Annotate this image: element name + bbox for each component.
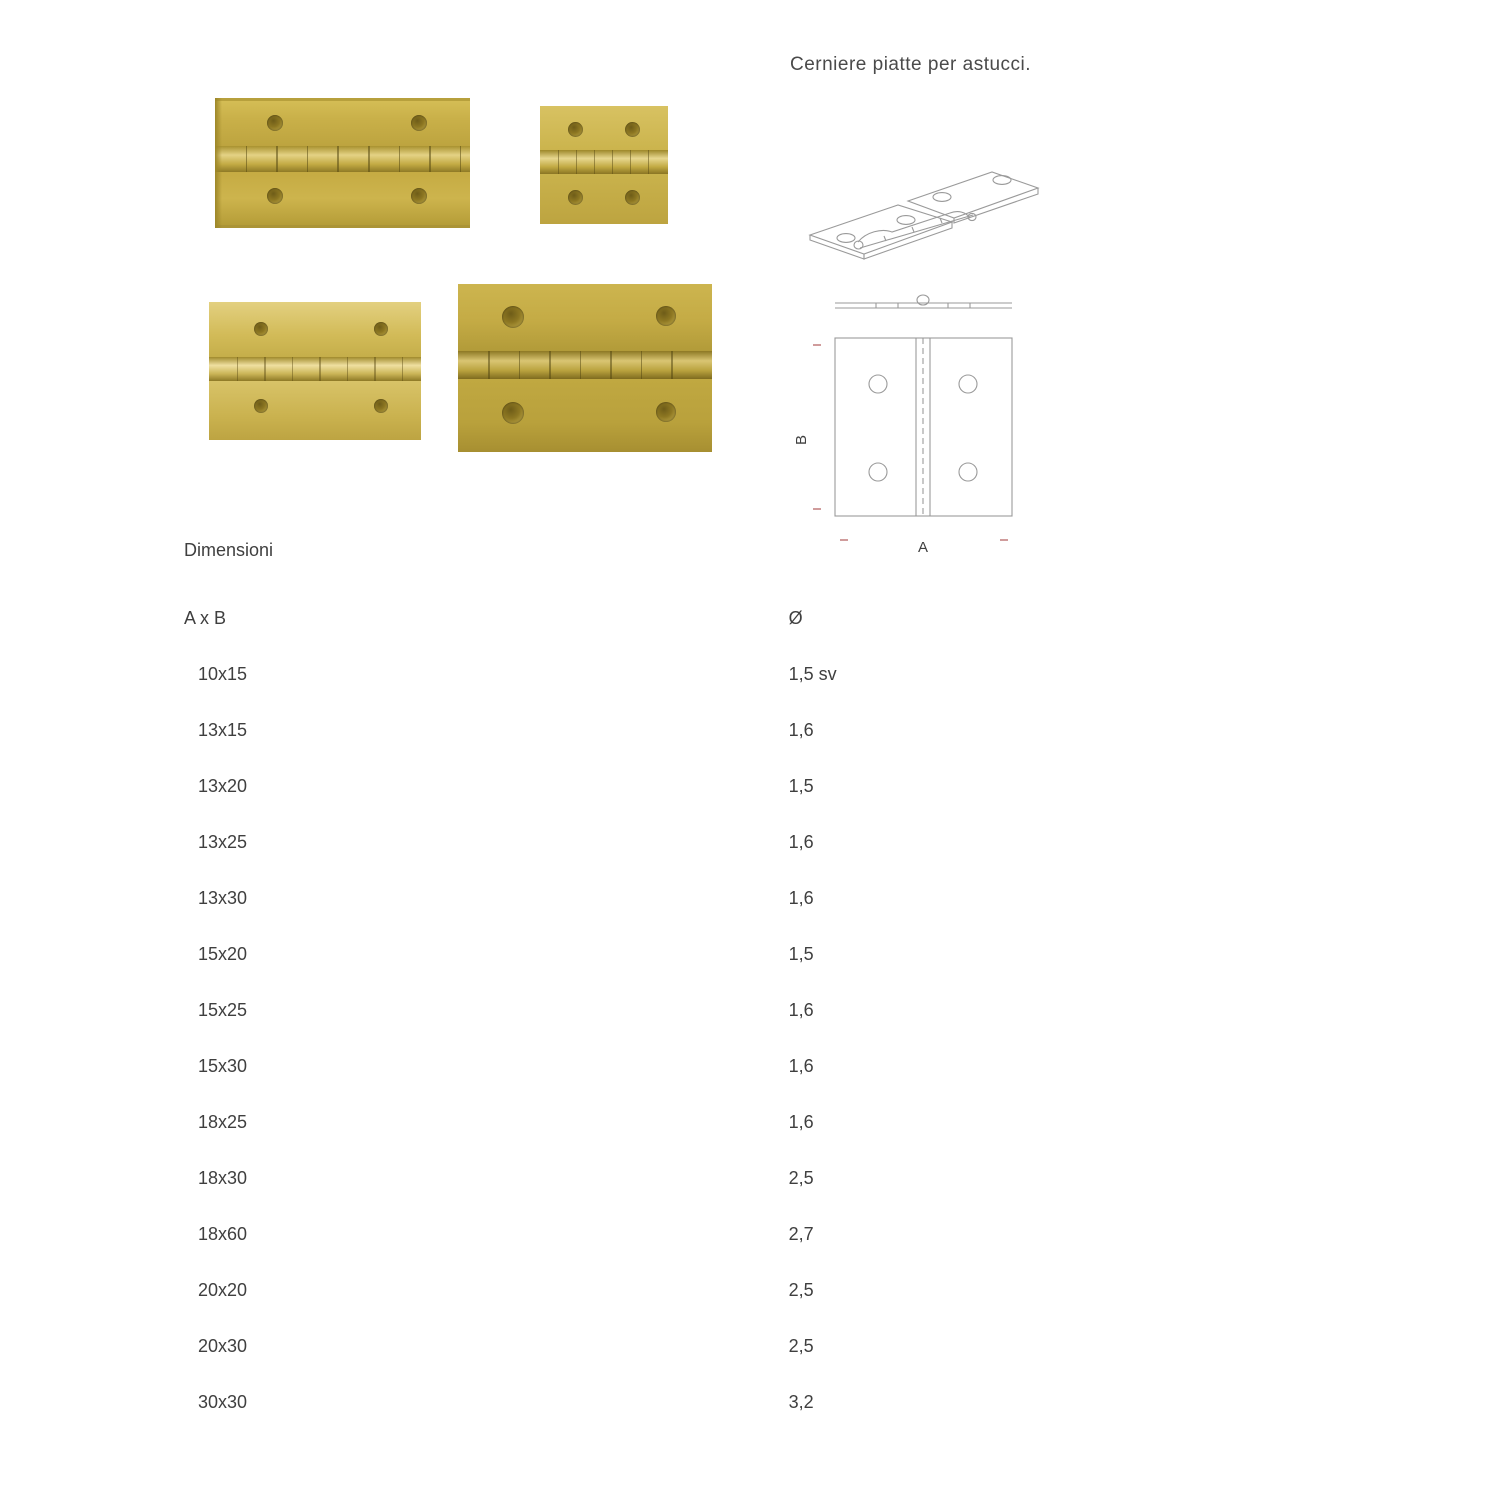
product-photos [0, 0, 760, 500]
table-row [184, 982, 1084, 1038]
svg-text:B: B [793, 434, 810, 446]
cell-diameter: 2,5 [788, 1279, 814, 1300]
table-row [184, 870, 1084, 926]
screw-hole [411, 188, 427, 204]
table-row [184, 646, 1084, 702]
cell-diameter: 1,5 sv [788, 663, 837, 684]
cell-diameter: 1,6 [788, 1055, 814, 1076]
screw-hole [374, 399, 388, 413]
screw-hole [374, 322, 388, 336]
screw-hole [625, 190, 640, 205]
cell-ab: 18x60 [198, 1223, 248, 1244]
cell-ab: 13x20 [198, 775, 248, 796]
hinge-photo-small-top-middle [540, 106, 668, 224]
column-header-diameter: Ø [788, 607, 803, 628]
cell-ab: 15x25 [198, 999, 248, 1020]
cell-ab: 10x15 [198, 663, 248, 684]
svg-text:A: A [917, 539, 929, 556]
hinge-leaf-bottom [209, 381, 421, 440]
screw-hole [568, 122, 583, 137]
screw-hole [568, 190, 583, 205]
table-row [184, 1094, 1084, 1150]
hinge-photo-wide-top-left [215, 98, 470, 228]
cell-diameter: 1,6 [788, 831, 814, 852]
table-row [184, 758, 1084, 814]
cell-ab: 18x25 [198, 1111, 248, 1132]
screw-hole [254, 399, 268, 413]
hinge-photo-large-bottom-middle [458, 284, 712, 452]
screw-hole [254, 322, 268, 336]
cell-ab: 13x30 [198, 887, 248, 908]
hinge-leaf-bottom [540, 174, 668, 224]
dimensions-heading: Dimensioni [184, 540, 274, 560]
cell-diameter: 1,6 [788, 999, 814, 1020]
dimensions-table [184, 590, 1084, 1430]
screw-hole [267, 115, 283, 131]
cell-ab: 15x20 [198, 943, 248, 964]
hinge-knuckle [209, 357, 421, 381]
hinge-edge [215, 98, 222, 228]
cell-diameter: 1,5 [788, 775, 814, 796]
cell-ab: 13x15 [198, 719, 248, 740]
screw-hole [267, 188, 283, 204]
hinge-knuckle [458, 351, 712, 379]
screw-hole [625, 122, 640, 137]
screw-hole [656, 306, 676, 326]
cell-ab: 13x25 [198, 831, 248, 852]
table-row [184, 814, 1084, 870]
cell-diameter: 1,6 [788, 1111, 814, 1132]
table-row [184, 1374, 1084, 1430]
cell-diameter: 3,2 [788, 1391, 814, 1412]
hinge-photo-medium-bottom-left [209, 302, 421, 440]
cell-ab: 15x30 [198, 1055, 248, 1076]
table-row [184, 1150, 1084, 1206]
cell-diameter: 1,6 [788, 887, 814, 908]
page-title: Cerniere piatte per astucci. [790, 54, 1032, 75]
screw-hole [411, 115, 427, 131]
screw-hole [656, 402, 676, 422]
table-row [184, 1262, 1084, 1318]
cell-diameter: 1,5 [788, 943, 814, 964]
hinge-leaf-top [540, 106, 668, 150]
hinge-knuckle [215, 146, 470, 172]
table-row [184, 702, 1084, 758]
screw-hole [502, 306, 524, 328]
table-row [184, 1318, 1084, 1374]
hinge-leaf-top [209, 302, 421, 357]
cell-diameter: 2,5 [788, 1335, 814, 1356]
screw-hole [502, 402, 524, 424]
cell-diameter: 2,5 [788, 1167, 814, 1188]
cell-ab: 30x30 [198, 1391, 248, 1412]
table-row [184, 926, 1084, 982]
table-row [184, 1206, 1084, 1262]
hinge-leaf-bottom [215, 172, 470, 228]
cell-ab: 20x20 [198, 1279, 248, 1300]
column-header-ab: A x B [184, 607, 227, 628]
cell-diameter: 1,6 [788, 719, 814, 740]
hinge-leaf-top [215, 98, 470, 146]
cell-ab: 20x30 [198, 1335, 248, 1356]
cell-ab: 18x30 [198, 1167, 248, 1188]
hinge-knuckle [540, 150, 668, 174]
cell-diameter: 2,7 [788, 1223, 814, 1244]
table-header-row [184, 590, 1084, 646]
technical-drawing [780, 100, 1070, 556]
table-row [184, 1038, 1084, 1094]
